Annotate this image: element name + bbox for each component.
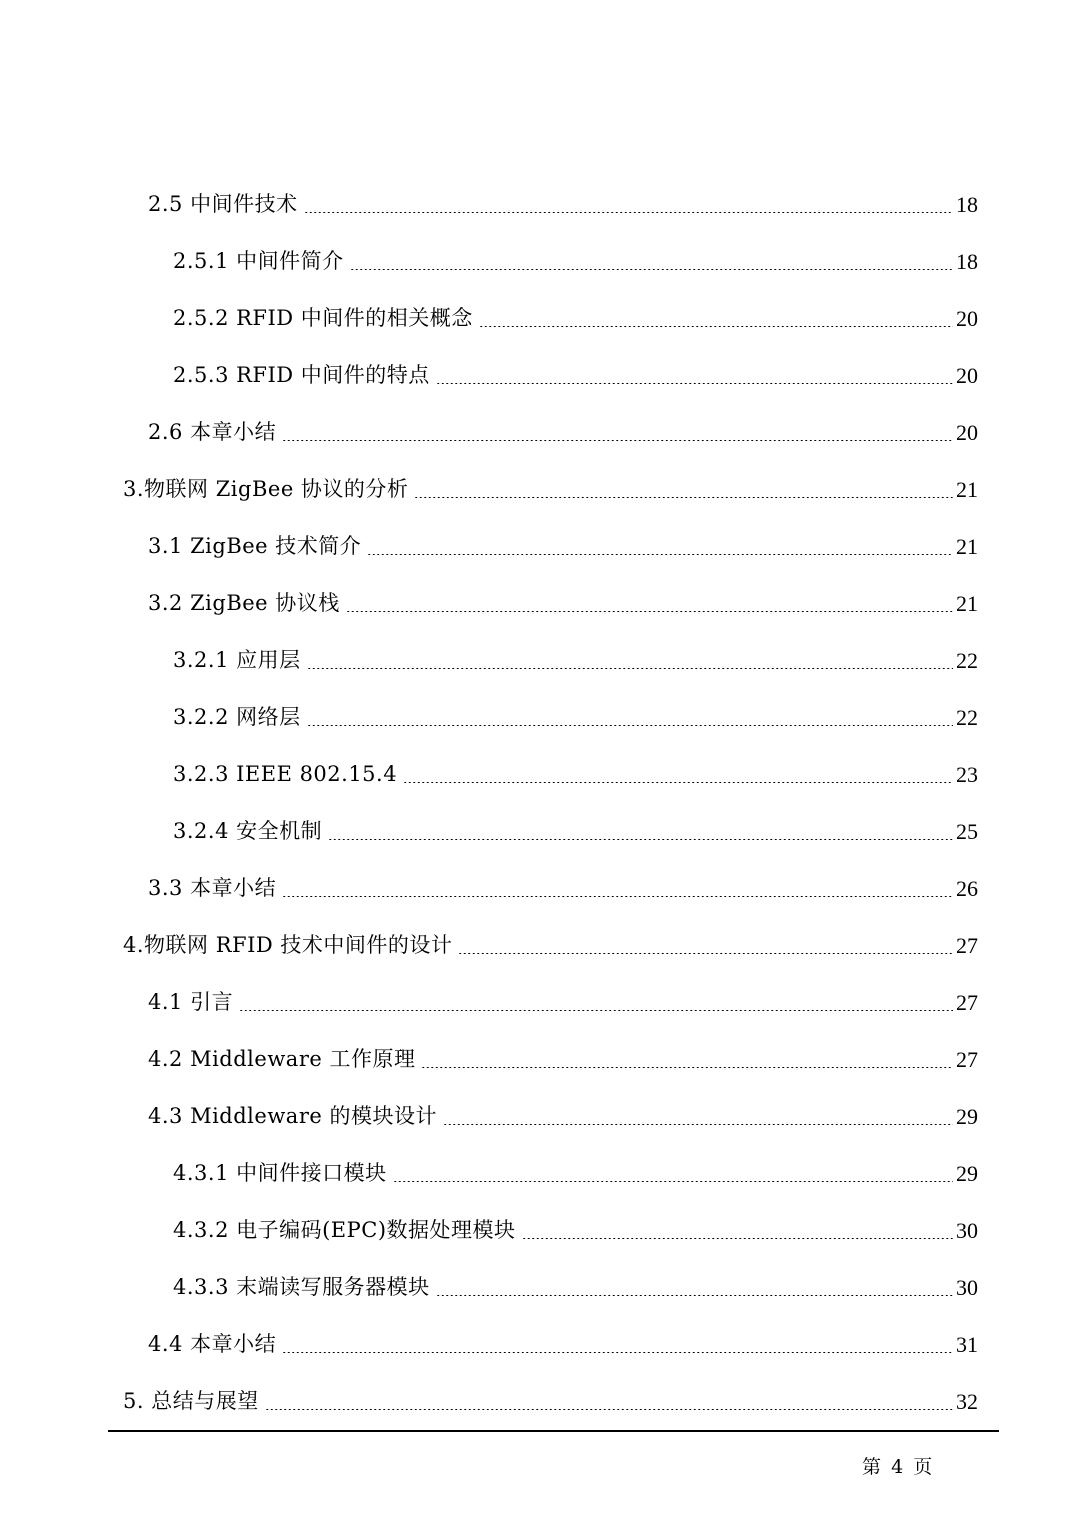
toc-entry-label: 2.5.1 中间件简介 — [173, 249, 344, 273]
table-of-contents — [0, 176, 1087, 1430]
toc-entry[interactable] — [0, 746, 978, 803]
toc-entry-page: 22 — [956, 704, 978, 730]
toc-entry-label: 3.2.2 网络层 — [173, 705, 301, 729]
toc-dot-leader — [367, 554, 953, 555]
toc-dot-leader — [436, 1295, 953, 1296]
toc-entry-page: 27 — [956, 989, 978, 1015]
toc-entry-label: 5. 总结与展望 — [123, 1389, 259, 1413]
toc-dot-leader — [403, 782, 953, 783]
toc-entry[interactable] — [0, 689, 978, 746]
page-number-prefix: 第 — [862, 1456, 882, 1478]
toc-entry[interactable] — [0, 1031, 978, 1088]
toc-entry-page: 32 — [956, 1388, 978, 1414]
toc-entry-page: 29 — [956, 1103, 978, 1129]
toc-dot-leader — [421, 1067, 953, 1068]
toc-dot-leader — [436, 383, 953, 384]
toc-entry-label: 3.2 ZigBee 协议栈 — [148, 591, 340, 615]
toc-entry[interactable] — [0, 860, 978, 917]
toc-dot-leader — [282, 896, 953, 897]
toc-entry-page: 21 — [956, 476, 978, 502]
toc-entry[interactable] — [0, 518, 978, 575]
toc-entry[interactable] — [0, 1145, 978, 1202]
toc-entry[interactable] — [0, 575, 978, 632]
toc-entry-label: 3.2.1 应用层 — [173, 648, 301, 672]
toc-entry-page: 20 — [956, 419, 978, 445]
page-number — [862, 1452, 936, 1479]
toc-entry-label: 4.2 Middleware 工作原理 — [148, 1047, 416, 1071]
toc-entry-page: 27 — [956, 1046, 978, 1072]
toc-entry[interactable] — [0, 1202, 978, 1259]
toc-dot-leader — [346, 611, 953, 612]
toc-entry-label: 3.物联网 ZigBee 协议的分析 — [123, 477, 409, 501]
toc-entry[interactable] — [0, 347, 978, 404]
toc-dot-leader — [393, 1181, 953, 1182]
toc-dot-leader — [328, 839, 953, 840]
toc-entry[interactable] — [0, 233, 978, 290]
toc-entry-label: 4.3.2 电子编码(EPC)数据处理模块 — [173, 1218, 516, 1242]
toc-dot-leader — [239, 1010, 953, 1011]
toc-dot-leader — [265, 1409, 953, 1410]
toc-entry-label: 2.5 中间件技术 — [148, 192, 298, 216]
toc-entry[interactable] — [0, 404, 978, 461]
toc-entry-page: 21 — [956, 533, 978, 559]
toc-entry-page: 27 — [956, 932, 978, 958]
toc-entry-label: 4.3 Middleware 的模块设计 — [148, 1104, 437, 1128]
toc-dot-leader — [307, 668, 953, 669]
toc-entry[interactable] — [0, 632, 978, 689]
toc-entry-label: 3.2.3 IEEE 802.15.4 — [173, 762, 398, 786]
toc-entry-page: 18 — [956, 191, 978, 217]
toc-dot-leader — [522, 1238, 953, 1239]
page-number-value: 4 — [891, 1456, 904, 1478]
toc-entry-page: 31 — [956, 1331, 978, 1357]
toc-entry-page: 20 — [956, 305, 978, 331]
toc-entry[interactable] — [0, 1373, 978, 1430]
toc-entry-page: 22 — [956, 647, 978, 673]
toc-dot-leader — [479, 326, 953, 327]
footer-divider — [108, 1430, 999, 1432]
toc-entry-label: 4.3.1 中间件接口模块 — [173, 1161, 387, 1185]
toc-entry[interactable] — [0, 974, 978, 1031]
toc-entry[interactable] — [0, 1259, 978, 1316]
toc-entry-page: 30 — [956, 1274, 978, 1300]
toc-entry-page: 30 — [956, 1217, 978, 1243]
toc-entry-label: 2.5.3 RFID 中间件的特点 — [173, 363, 430, 387]
toc-dot-leader — [458, 953, 953, 954]
toc-entry-label: 4.1 引言 — [148, 990, 234, 1014]
toc-entry[interactable] — [0, 917, 978, 974]
page-number-suffix: 页 — [913, 1456, 933, 1478]
toc-entry[interactable] — [0, 290, 978, 347]
toc-entry-label: 4.4 本章小结 — [148, 1332, 277, 1356]
toc-entry-label: 4.3.3 末端读写服务器模块 — [173, 1275, 430, 1299]
toc-dot-leader — [443, 1124, 953, 1125]
toc-dot-leader — [414, 497, 953, 498]
toc-entry[interactable] — [0, 176, 978, 233]
toc-entry-page: 23 — [956, 761, 978, 787]
toc-entry-page: 20 — [956, 362, 978, 388]
toc-entry[interactable] — [0, 1316, 978, 1373]
toc-entry-label: 4.物联网 RFID 技术中间件的设计 — [123, 933, 453, 957]
toc-dot-leader — [282, 1352, 953, 1353]
toc-entry-page: 18 — [956, 248, 978, 274]
toc-entry-label: 3.3 本章小结 — [148, 876, 277, 900]
toc-entry-label: 2.5.2 RFID 中间件的相关概念 — [173, 306, 473, 330]
toc-entry-page: 26 — [956, 875, 978, 901]
toc-entry-page: 21 — [956, 590, 978, 616]
toc-dot-leader — [350, 269, 953, 270]
toc-entry-page: 29 — [956, 1160, 978, 1186]
toc-dot-leader — [282, 440, 953, 441]
toc-entry-page: 25 — [956, 818, 978, 844]
toc-entry-label: 3.2.4 安全机制 — [173, 819, 323, 843]
toc-dot-leader — [304, 212, 953, 213]
toc-dot-leader — [307, 725, 953, 726]
toc-entry[interactable] — [0, 461, 978, 518]
toc-entry[interactable] — [0, 1088, 978, 1145]
toc-entry-label: 3.1 ZigBee 技术简介 — [148, 534, 362, 558]
toc-entry-label: 2.6 本章小结 — [148, 420, 277, 444]
toc-entry[interactable] — [0, 803, 978, 860]
